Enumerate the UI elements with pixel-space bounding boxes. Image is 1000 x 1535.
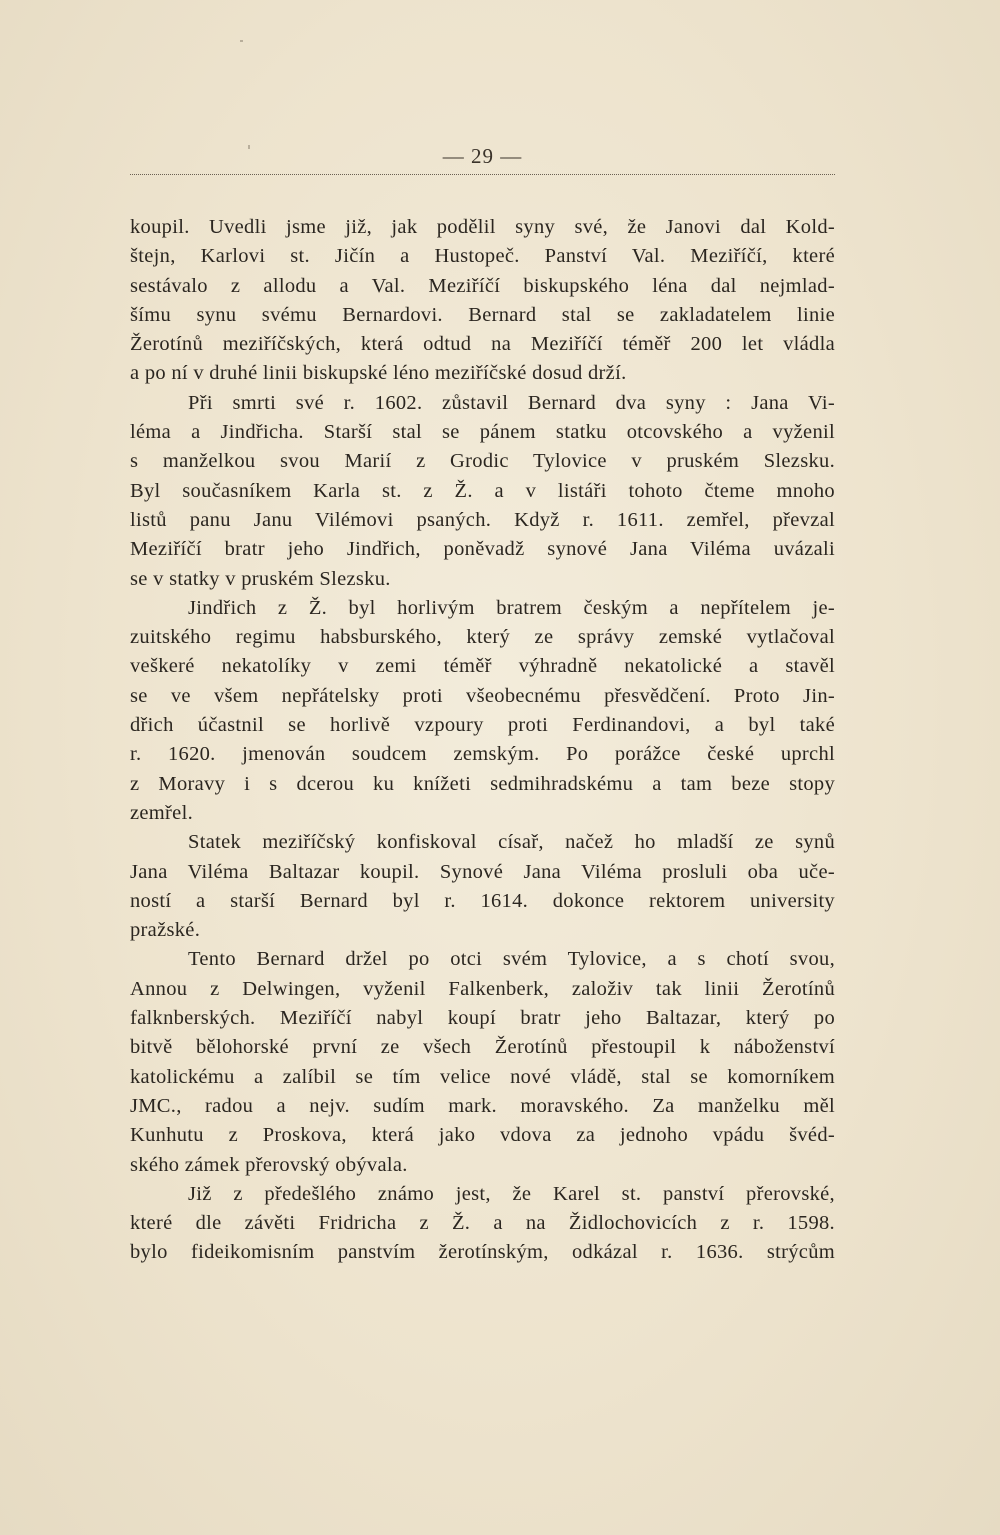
text-line: šímu synu svému Bernardovi. Bernard stal se zakladatelem linie	[130, 303, 835, 326]
header-rule	[130, 174, 835, 175]
text-line: a po ní v druhé linii biskupské léno meziříčské dosud drží.	[130, 362, 627, 385]
paragraph	[130, 389, 835, 594]
text-line: Žerotínů meziříčských, která odtud na Meziříčí téměř 200 let vládla	[130, 333, 835, 356]
text-line: bylo fideikomisním panstvím žerotínským, odkázal r. 1636. strýcům	[130, 1241, 835, 1264]
page-header	[130, 142, 835, 178]
body-text	[130, 213, 835, 1268]
text-line: sestávalo z allodu a Val. Meziříčí biskupského léna dal nejmlad-	[130, 274, 835, 297]
text-line: z Moravy i s dcerou ku knížeti sedmihradskému a tam beze stopy	[130, 772, 835, 795]
paragraph	[130, 213, 835, 389]
page-number: — 29 —	[442, 144, 523, 168]
paragraph	[130, 1180, 835, 1268]
paragraph	[130, 945, 835, 1179]
text-line: ností a starší Bernard byl r. 1614. dokonce rektorem university	[130, 889, 835, 912]
text-line: se v statky v pruském Slezsku.	[130, 567, 391, 590]
text-line: léma a Jindřicha. Starší stal se pánem statku otcovského a vyženil	[130, 421, 835, 444]
text-line: Jindřich z Ž. byl horlivým bratrem českým a nepřítelem je-	[188, 596, 835, 619]
text-line: Statek meziříčský konfiskoval císař, načež ho mladší ze synů	[188, 831, 835, 854]
text-line: Kunhutu z Proskova, která jako vdova za jednoho vpádu švéd-	[130, 1124, 835, 1147]
text-line: Již z předešlého známo jest, že Karel st. panství přerovské,	[188, 1182, 835, 1205]
paragraph	[130, 594, 835, 828]
text-line: Tento Bernard držel po otci svém Tylovice, a s chotí svou,	[188, 948, 835, 971]
text-line: ského zámek přerovský obývala.	[130, 1153, 408, 1176]
text-line: zuitského regimu habsburského, který ze správy zemské vytlačoval	[130, 626, 835, 649]
text-line: listů panu Janu Vilémovi psaných. Když r. 1611. zemřel, převzal	[130, 508, 835, 531]
text-line: zemřel.	[130, 801, 193, 824]
page-speck	[240, 40, 243, 42]
text-line: katolickému a zalíbil se tím velice nové vládě, stal se komorníkem	[130, 1065, 835, 1088]
text-line: Byl současníkem Karla st. z Ž. a v listáři tohoto čteme mnoho	[130, 479, 835, 502]
text-line: JMC., radou a nejv. sudím mark. moravského. Za manželku měl	[130, 1094, 835, 1117]
text-line: štejn, Karlovi st. Jičín a Hustopeč. Panství Val. Meziříčí, které	[130, 245, 835, 268]
text-line: které dle závěti Fridricha z Ž. a na Židlochovicích z r. 1598.	[130, 1212, 835, 1235]
text-line: se ve všem nepřátelsky proti všeobecnému přesvědčení. Proto Jin-	[130, 684, 835, 707]
text-line: r. 1620. jmenován soudcem zemským. Po porážce české uprchl	[130, 743, 835, 766]
text-line: dřich účastnil se horlivě vzpoury proti Ferdinandovi, a byl také	[130, 714, 835, 737]
text-line: s manželkou svou Marií z Grodic Tylovice v pruském Slezsku.	[130, 450, 835, 473]
text-line: falknberských. Meziříčí nabyl koupí bratr jeho Baltazar, který po	[130, 1007, 835, 1030]
text-line: pražské.	[130, 919, 201, 942]
text-line: Annou z Delwingen, vyženil Falkenberk, založiv tak linii Žerotínů	[130, 977, 835, 1000]
text-line: bitvě bělohorské první ze všech Žerotínů přestoupil k náboženství	[130, 1036, 835, 1059]
text-line: Jana Viléma Baltazar koupil. Synové Jana Viléma prosluli oba uče-	[130, 860, 835, 883]
text-line: veškeré nekatolíky v zemi téměř výhradně nekatolické a stavěl	[130, 655, 835, 678]
text-line: Meziříčí bratr jeho Jindřich, poněvadž synové Jana Viléma uvázali	[130, 538, 835, 561]
paragraph	[130, 828, 835, 945]
text-line: Při smrti své r. 1602. zůstavil Bernard dva syny : Jana Vi-	[188, 391, 835, 414]
text-line: koupil. Uvedli jsme již, jak podělil syny své, že Janovi dal Kold-	[130, 216, 835, 238]
